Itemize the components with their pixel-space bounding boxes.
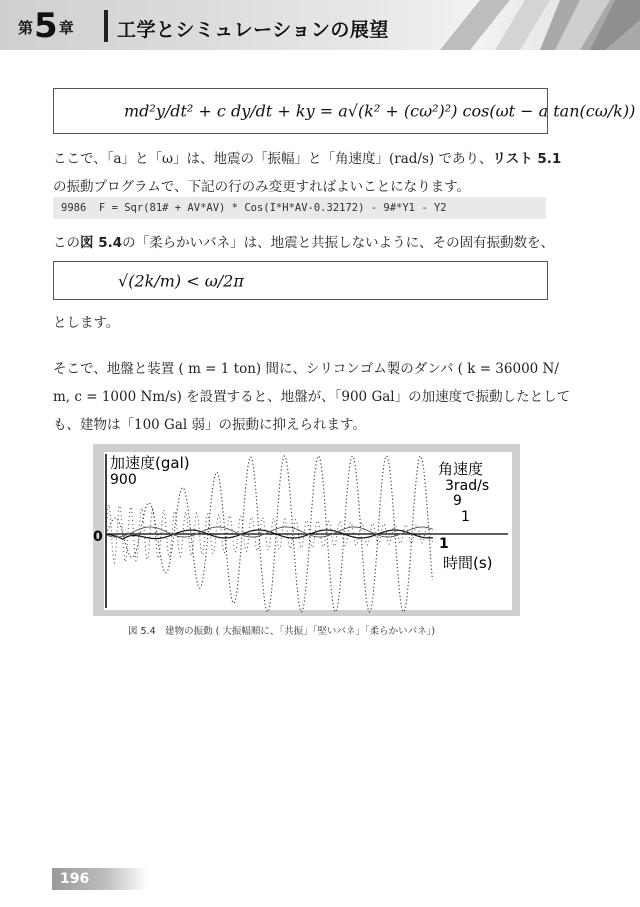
- chapter-title: 工学とシミュレーションの展望: [117, 19, 389, 41]
- header-decoration: [440, 0, 640, 50]
- header-divider: [104, 10, 108, 42]
- chapter-prefix: 第: [18, 19, 34, 37]
- zero-label: 0: [93, 529, 103, 545]
- chapter-number: 5: [34, 6, 58, 46]
- chapter-suffix: 章: [58, 19, 74, 37]
- page-number: 196: [52, 868, 148, 890]
- paragraph-4: [53, 355, 571, 439]
- paragraph-4-line-3: も、建物は「100 Gal 弱」の振動に抑えられます。: [53, 417, 366, 433]
- right-axis-unit: 3rad/s: [445, 478, 490, 494]
- paragraph-1-line-2: の振動プログラムで、下記の行のみ変更すればよいことになります。: [53, 179, 471, 195]
- right-value-9: 9: [453, 493, 462, 509]
- equation-motion: md²y/dt² + c dy/dt + ky = a√(k² + (cω²)²) cos(ωt − a tan(cω/k)): [124, 101, 636, 121]
- chapter-label: [18, 6, 74, 46]
- paragraph-4-line-1: そこで、地盤と装置 ( m = 1 ton) 間に、シリコンゴム製のダンパ ( k = 36000 N/: [53, 361, 559, 377]
- figure-ref: 図 5.4: [80, 235, 123, 251]
- paragraph-3: とします。: [53, 315, 120, 331]
- equation-box-frequency: [53, 261, 548, 300]
- left-axis-value: 900: [110, 472, 137, 488]
- right-value-1: 1: [461, 509, 470, 525]
- list-ref: リスト 5.1: [492, 151, 562, 167]
- time-axis-label: 時間(s): [443, 554, 493, 572]
- paragraph-4-line-2: m, c = 1000 Nm/s) を設置すると、地盤が、「900 Gal」の加速度で振動したとして: [53, 389, 571, 405]
- figure-5-4: [93, 444, 520, 616]
- time-tick-1: 1: [439, 536, 449, 552]
- chapter-header: [0, 0, 640, 50]
- equation-box-motion: [53, 88, 636, 134]
- figure-caption: 図 5.4 建物の振動 ( 大振幅順に、「共振」「堅いバネ」「柔らかいバネ」): [128, 626, 436, 637]
- code-line: 9986 F = Sqr(81# + AV*AV) * Cos(I*H*AV-0.32172) - 9#*Y1 - Y2: [53, 197, 546, 219]
- paragraph-2-post: の「柔らかいバネ」は、地震と共振しないように、その固有振動数を、: [122, 235, 555, 251]
- equation-frequency: √(2k/m) < ω/2π: [118, 271, 244, 290]
- paragraph-2-pre: この: [53, 235, 80, 251]
- left-axis-title: 加速度(gal): [110, 454, 190, 472]
- paragraph-1-line-1: ここで、「a」と「ω」は、地震の「振幅」と「角速度」(rad/s) であり、: [53, 151, 493, 167]
- paragraph-2: [53, 229, 553, 257]
- vibration-plot: [93, 444, 520, 616]
- right-axis-title: 角速度: [438, 460, 484, 478]
- paragraph-1: [53, 145, 562, 201]
